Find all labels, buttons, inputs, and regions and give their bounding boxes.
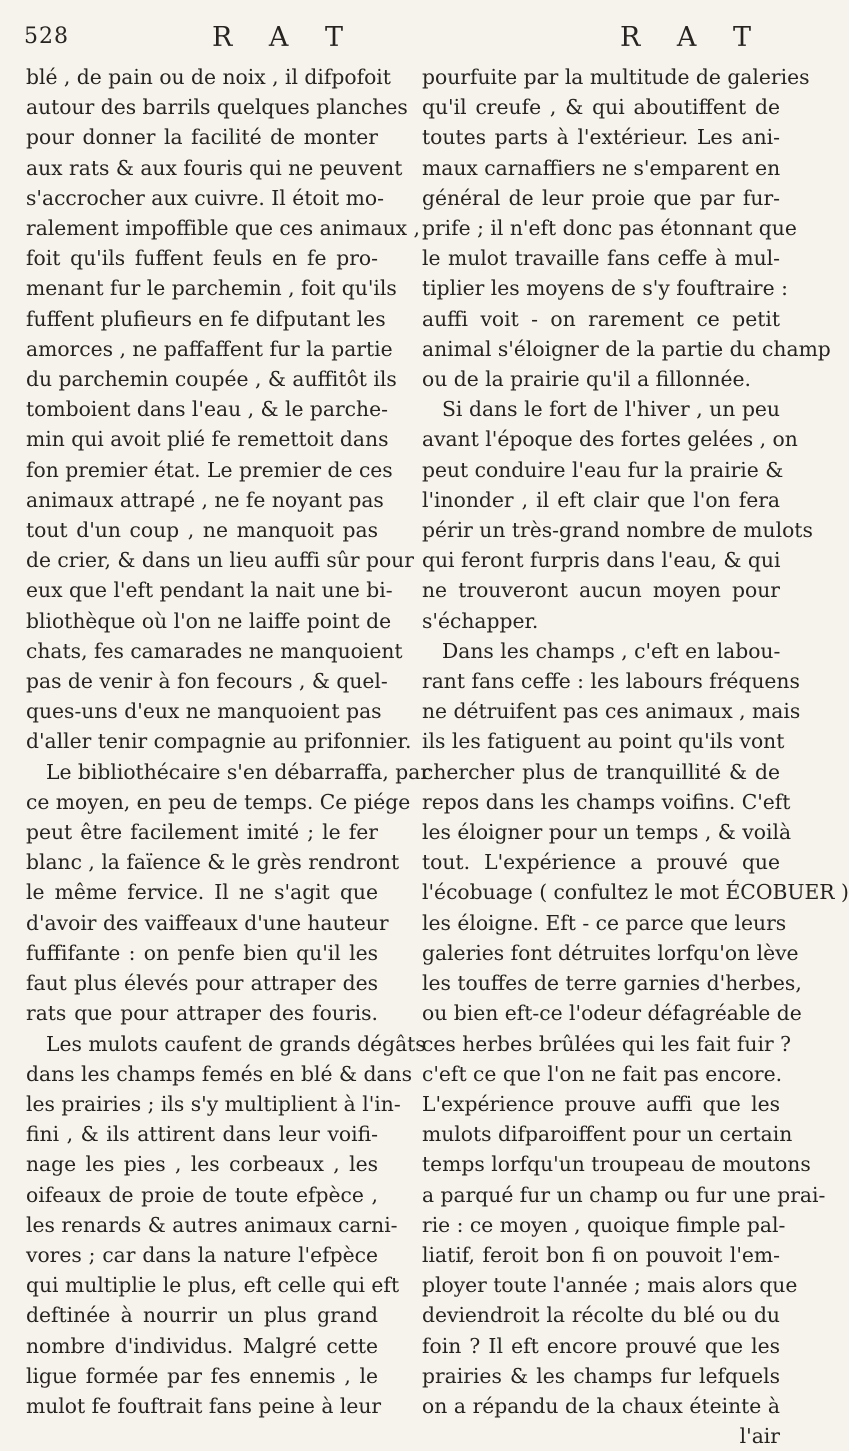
text-line: repos dans les champs voifins. C'eft (422, 789, 791, 814)
text-line: tout d'un coup , ne manquoit pas (26, 518, 378, 543)
text-line: l'air (739, 1424, 780, 1449)
text-line: ce moyen, en peu de temps. Ce piége (26, 789, 411, 814)
text-line: ou de la prairie qu'il a fillonnée. (422, 367, 751, 392)
text-line: blanc , la faïence & le grès rendront (26, 850, 400, 875)
text-line: nombre d'individus. Malgré cette (26, 1333, 378, 1358)
text-line: l'inonder , il eft clair que l'on fera (422, 487, 780, 512)
text-line: fon premier état. Le premier de ces (26, 457, 393, 482)
text-line: les éloigne. Eft - ce parce que leurs (422, 910, 787, 935)
text-line: les prairies ; ils s'y multiplient à l'in- (26, 1091, 401, 1116)
text-line: oifeaux de proie de toute efpèce , (26, 1182, 378, 1207)
text-line: animal s'éloigner de la partie du champ (422, 336, 831, 361)
text-line: temps lorfqu'un troupeau de moutons (422, 1152, 811, 1177)
text-line: les touffes de terre garnies d'herbes, (422, 971, 802, 996)
text-line: Les mulots caufent de grands dégâts (46, 1031, 426, 1056)
text-line: faut plus élevés pour attraper des (26, 971, 378, 996)
text-line: tiplier les moyens de s'y fouftraire : (422, 276, 788, 301)
text-line: ployer toute l'année ; mais alors que (422, 1273, 798, 1298)
text-line: ou bien eft-ce l'odeur défagréable de (422, 1001, 802, 1026)
right-text-column (422, 62, 849, 1451)
text-line: eux que l'eft pendant la nait une bi- (26, 578, 393, 603)
text-line: foit qu'ils fuffent feuls en fe pro- (26, 246, 378, 271)
text-line: Le bibliothécaire s'en débarraffa, par (46, 759, 431, 784)
text-line: rats que pour attraper des fouris. (26, 1001, 378, 1026)
text-line: s'échapper. (422, 608, 539, 633)
text-line: menant fur le parchemin , foit qu'ils (26, 276, 397, 301)
text-line: ne détruifent pas ces animaux , mais (422, 699, 801, 724)
running-title-right: R A T (620, 22, 766, 53)
text-line: les renards & autres animaux carni- (26, 1212, 398, 1237)
text-line: qu'il creufe , & qui aboutiffent de (422, 95, 780, 120)
text-line: galeries font détruites lorfqu'on lève (422, 940, 799, 965)
text-line: les éloigner pour un temps , & voilà (422, 820, 792, 845)
text-line: pas de venir à fon fecours , & quel- (26, 669, 388, 694)
text-line: deviendroit la récolte du blé ou du (422, 1303, 780, 1328)
text-line: foin ? Il eft encore prouvé que les (422, 1333, 780, 1358)
text-line: toutes parts à l'extérieur. Les ani- (422, 125, 780, 150)
text-line: rie : ce moyen , quoique fimple pal- (422, 1212, 786, 1237)
text-line: autour des barrils quelques planches (26, 95, 408, 120)
text-line: dans les champs femés en blé & dans (26, 1061, 412, 1086)
text-line: qui feront furpris dans l'eau, & qui (422, 548, 781, 573)
text-line: aux rats & aux fouris qui ne peuvent (26, 155, 403, 180)
text-line: prife ; il n'eft donc pas étonnant que (422, 216, 797, 241)
text-line: bliothèque où l'on ne laiffe point de (26, 608, 392, 633)
text-line: animaux attrapé , ne fe noyant pas (26, 487, 384, 512)
text-line: le même fervice. Il ne s'agit que (26, 880, 378, 905)
text-line: tomboient dans l'eau , & le parche- (26, 397, 388, 422)
text-line: auffi voit - on rarement ce petit (422, 306, 780, 331)
text-line: ils les fatiguent au point qu'ils vont (422, 729, 785, 754)
text-line: c'eft ce que l'on ne fait pas encore. (422, 1061, 783, 1086)
text-line: ces herbes brûlées qui les fait fuir ? (422, 1031, 791, 1056)
text-line: périr un très-grand nombre de mulots (422, 518, 813, 543)
left-text-column (26, 62, 431, 1421)
text-line: peut être facilement imité ; le fer (26, 820, 378, 845)
text-line: fuffifante : on penfe bien qu'il les (26, 940, 378, 965)
page-header (24, 14, 776, 58)
text-line: le mulot travaille fans ceffe à mul- (422, 246, 780, 271)
text-line: général de leur proie que par fur- (422, 185, 780, 210)
text-line: mulot fe fouftrait fans peine à leur (26, 1393, 382, 1418)
text-line: maux carnaffiers ne s'emparent en (422, 155, 781, 180)
text-line: fuffent plufieurs en fe difputant les (26, 306, 386, 331)
text-line: peut conduire l'eau fur la prairie & (422, 457, 784, 482)
text-line: d'aller tenir compagnie au prifonnier. (26, 729, 412, 754)
text-line: vores ; car dans la nature l'efpèce (26, 1242, 378, 1267)
text-line: Dans les champs , c'eft en labou- (442, 638, 781, 663)
text-line: fini , & ils attirent dans leur voifi- (26, 1122, 378, 1147)
text-line: deftinée à nourrir un plus grand (26, 1303, 378, 1328)
text-line: amorces , ne paffaffent fur la partie (26, 336, 393, 361)
text-line: d'avoir des vaiffeaux d'une hauteur (26, 910, 389, 935)
text-line: ne trouveront aucun moyen pour (422, 578, 780, 603)
text-line: prairies & les champs fur lefquels (422, 1363, 780, 1388)
text-line: liatif, feroit bon fi on pouvoit l'em- (422, 1242, 780, 1267)
text-line: l'écobuage ( confultez le mot ÉCOBUER ) (422, 880, 849, 905)
text-line: ques-uns d'eux ne manquoient pas (26, 699, 382, 724)
text-line: rant fans ceffe : les labours fréquens (422, 669, 800, 694)
text-line: qui multiplie le plus, eft celle qui eft (26, 1273, 400, 1298)
text-line: s'accrocher aux cuivre. Il étoit mo- (26, 185, 384, 210)
page-number: 528 (24, 24, 69, 49)
text-line: avant l'époque des fortes gelées , on (422, 427, 798, 452)
text-line: tout. L'expérience a prouvé que (422, 850, 780, 875)
text-line: ralement impoffible que ces animaux , (26, 216, 420, 241)
text-line: du parchemin coupée , & auffitôt ils (26, 367, 397, 392)
running-title-left: R A T (212, 22, 358, 53)
text-line: mulots difparoiffent pour un certain (422, 1122, 793, 1147)
text-line: on a répandu de la chaux éteinte à (422, 1393, 780, 1418)
text-line: L'expérience prouve auffi que les (422, 1091, 780, 1116)
text-line: nage les pies , les corbeaux , les (26, 1152, 378, 1177)
text-line: min qui avoit plié fe remettoit dans (26, 427, 389, 452)
text-line: ligue formée par fes ennemis , le (26, 1363, 378, 1388)
text-line: chats, fes camarades ne manquoient (26, 638, 403, 663)
text-line: de crier, & dans un lieu auffi sûr pour (26, 548, 414, 573)
text-line: Si dans le fort de l'hiver , un peu (442, 397, 780, 422)
text-line: pourfuite par la multitude de galeries (422, 65, 810, 89)
text-line: chercher plus de tranquillité & de (422, 759, 780, 784)
text-line: pour donner la facilité de monter (26, 125, 378, 150)
text-line: blé , de pain ou de noix , il difpofoit (26, 65, 391, 89)
text-line: a parqué fur un champ ou fur une prai- (422, 1182, 826, 1207)
